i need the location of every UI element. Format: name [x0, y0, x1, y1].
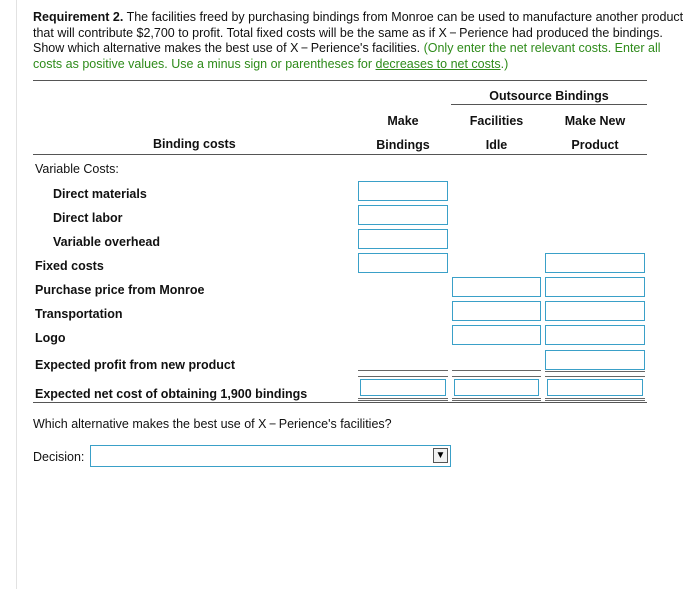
new-fixed-costs-input[interactable] [545, 253, 645, 273]
new-expected-profit-line [545, 371, 645, 372]
col-idle-line1: Facilities [469, 114, 524, 128]
make-fixed-costs-input[interactable] [358, 253, 448, 273]
instructions [33, 10, 688, 72]
header-bottom-rule [33, 154, 647, 155]
col-new-line2: Product [571, 138, 619, 152]
decision-label: Decision: [33, 450, 85, 464]
row-fixed-costs: Fixed costs [35, 259, 104, 273]
row-logo: Logo [35, 331, 66, 345]
row-transportation: Transportation [35, 307, 123, 321]
outsource-group-header: Outsource Bindings [489, 89, 609, 103]
col-make-line1: Make [387, 114, 419, 128]
binding-costs-header: Binding costs [153, 137, 236, 151]
col-new-line1: Make New [564, 114, 626, 128]
decision-select[interactable] [90, 445, 451, 467]
make-net-cost-total[interactable] [358, 376, 448, 401]
row-variable-overhead: Variable overhead [53, 235, 161, 249]
idle-transportation-input[interactable] [452, 301, 541, 321]
new-net-cost-total[interactable] [545, 376, 645, 401]
requirement-body: The facilities freed by purchasing bindings from Monroe can be used to manufacture another product that will contribute $2,700 to profit. Total fixed costs will be the same as if X − Perience had produced the bindings. Show which alternative makes the best use of X − Perience's facilities. [33, 10, 684, 55]
make-direct-labor-input[interactable] [358, 205, 448, 225]
entry-note: (Only enter the net relevant costs. Enter all costs as positive values. Use a minus sign or parentheses for decreases to net costs.) [33, 41, 661, 71]
row-direct-labor: Direct labor [53, 211, 123, 225]
row-purchase-price: Purchase price from Monroe [35, 283, 205, 297]
new-expected-profit-input[interactable] [545, 350, 645, 370]
table-bottom-rule [33, 402, 647, 403]
idle-expected-profit-line [452, 370, 541, 371]
make-direct-materials-input[interactable] [358, 181, 448, 201]
col-idle-line2: Idle [485, 138, 508, 152]
new-transportation-input[interactable] [545, 301, 645, 321]
make-expected-profit-line [358, 370, 448, 371]
group-header-rule [451, 104, 647, 105]
col-make-line2: Bindings [376, 138, 430, 152]
new-purchase-price-input[interactable] [545, 277, 645, 297]
new-logo-input[interactable] [545, 325, 645, 345]
row-variable-costs: Variable Costs: [35, 162, 119, 176]
row-direct-materials: Direct materials [53, 187, 147, 201]
requirement-heading: Requirement 2. [33, 10, 124, 24]
decreases-link[interactable]: decreases to net costs [375, 56, 501, 71]
make-variable-overhead-input[interactable] [358, 229, 448, 249]
decision-question: Which alternative makes the best use of X − Perience's facilities? [33, 417, 392, 431]
row-expected-net-cost: Expected net cost of obtaining 1,900 bindings [35, 387, 308, 401]
idle-net-cost-total[interactable] [452, 376, 541, 401]
row-expected-profit: Expected profit from new product [35, 358, 236, 372]
table-top-rule [33, 80, 647, 81]
chevron-down-icon[interactable]: ▼ [433, 448, 448, 463]
idle-purchase-price-input[interactable] [452, 277, 541, 297]
idle-logo-input[interactable] [452, 325, 541, 345]
left-border [16, 0, 17, 589]
